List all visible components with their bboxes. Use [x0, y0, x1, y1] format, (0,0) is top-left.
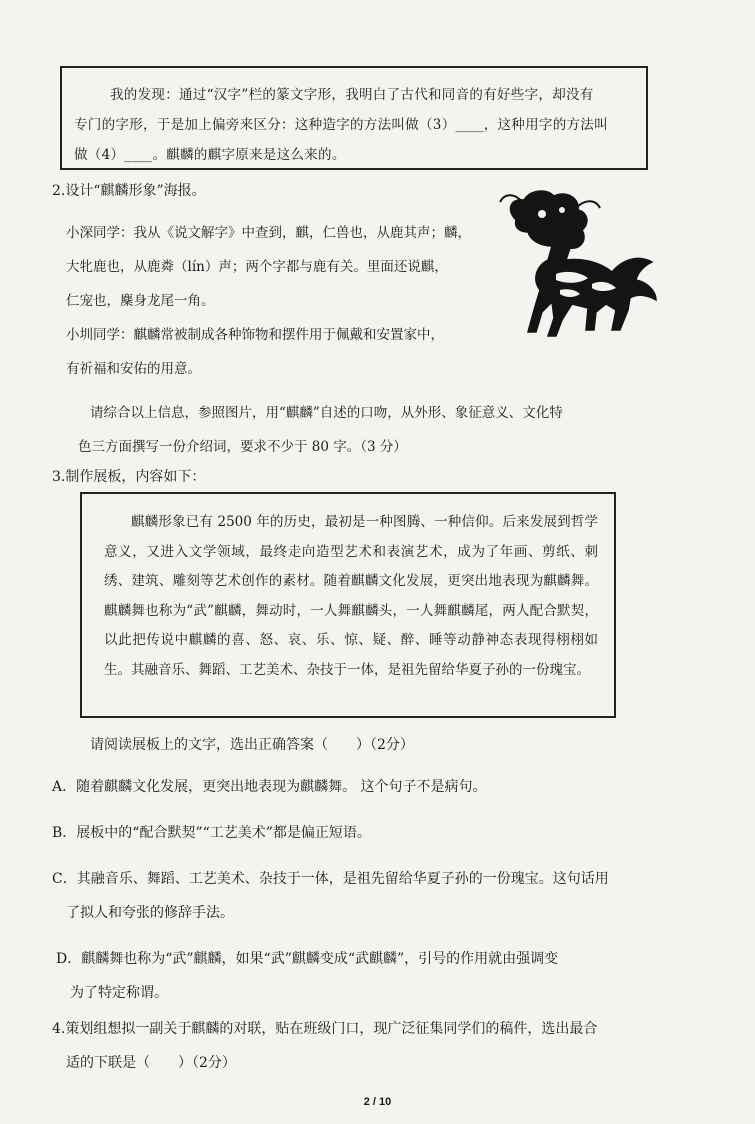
board-text: 麒麟形象已有 2500 年的历史，最初是一种图腾、一种信仰。后来发展到哲学意义，又进入文学领域，最终走向造型艺术和表演艺术，成为了年画、剪纸、刺绣、建筑、雕刻等艺术创作的素材。随着麒麟文化发展，更突出地表现为麒麟舞。麒麟舞也称为“武”麒麟，舞动时，一人舞麒麟头，一人舞麒麟尾，两人配合默契，以此把传说中麒麟的喜、怒、哀、乐、惊、疑、醉、睡等动静神态表现得栩栩如生。其融音乐、舞蹈、工艺美术、杂技于一体，是祖先留给华夏子孙的一份瑰宝。: [104, 514, 598, 678]
discovery-line-3: 做（4）____。麒麟的麒字原来是这么来的。: [74, 147, 346, 163]
question-2-task: [78, 396, 690, 464]
option-d-line-1: D．麒麟舞也称为“武”麒麟，如果“武”麒麟变成“武麒麟”，引号的作用就由强调变: [56, 951, 559, 967]
exhibition-board: [80, 492, 616, 718]
question-3-title: 3.制作展板，内容如下：: [52, 469, 206, 485]
task-line: 请综合以上信息，参照图片，用“麒麟”自述的口吻，从外形、象征意义、文化特: [90, 405, 563, 421]
question-4: [52, 1012, 712, 1080]
discovery-line-1: 我的发现：通过“汉字”栏的篆文字形，我明白了古代和同音的有好些字，却没有: [110, 87, 594, 103]
discovery-line-2: 专门的字形，于是加上偏旁来区分：这种造字的方法叫做（3）____，这种用字的方法叫: [74, 117, 608, 133]
question-4-line-2: 适的下联是（ ）（2分）: [66, 1055, 236, 1071]
info-line: 大牝鹿也，从鹿粦（lín）声；两个字都与鹿有关。里面还说麒，: [66, 259, 448, 275]
option-d-line-2: 为了特定称谓。: [70, 985, 168, 1001]
option-b: B．展板中的“配合默契”“工艺美术”都是偏正短语。: [52, 825, 371, 841]
option-a: A．随着麒麟文化发展，更突出地表现为麒麟舞。 这个句子不是病句。: [52, 779, 487, 795]
discovery-box: [60, 66, 648, 170]
kylin-icon: [496, 180, 664, 348]
question-2-title: 2.设计“麒麟形象”海报。: [52, 183, 206, 199]
options: [52, 770, 712, 1010]
info-line: 小深同学：我从《说文解字》中查到，麒，仁兽也，从鹿其声；麟，: [66, 225, 471, 241]
option-c-line-2: 了拟人和夸张的修辞手法。: [66, 905, 234, 921]
question-3-prompt: 请阅读展板上的文字，选出正确答案（ ）（2分）: [90, 737, 414, 753]
page-number: 2 / 10: [363, 1096, 392, 1108]
question-4-line-1: 4.策划组想拟一副关于麒麟的对联，贴在班级门口，现广泛征集同学们的稿件，选出最合: [52, 1021, 598, 1037]
info-line: 仁宠也，麇身龙尾一角。: [66, 293, 215, 309]
info-line: 小圳同学：麒麟常被制成各种饰物和摆件用于佩戴和安置家中，: [66, 327, 444, 343]
info-line: 有祈福和安佑的用意。: [66, 361, 201, 377]
task-line: 色三方面撰写一份介绍词，要求不少于 80 字。（3 分）: [78, 439, 407, 455]
option-c-line-1: C．其融音乐、舞蹈、工艺美术、杂技于一体，是祖先留给华夏子孙的一份瑰宝。这句话用: [52, 871, 609, 887]
question-2-info: [66, 216, 486, 386]
